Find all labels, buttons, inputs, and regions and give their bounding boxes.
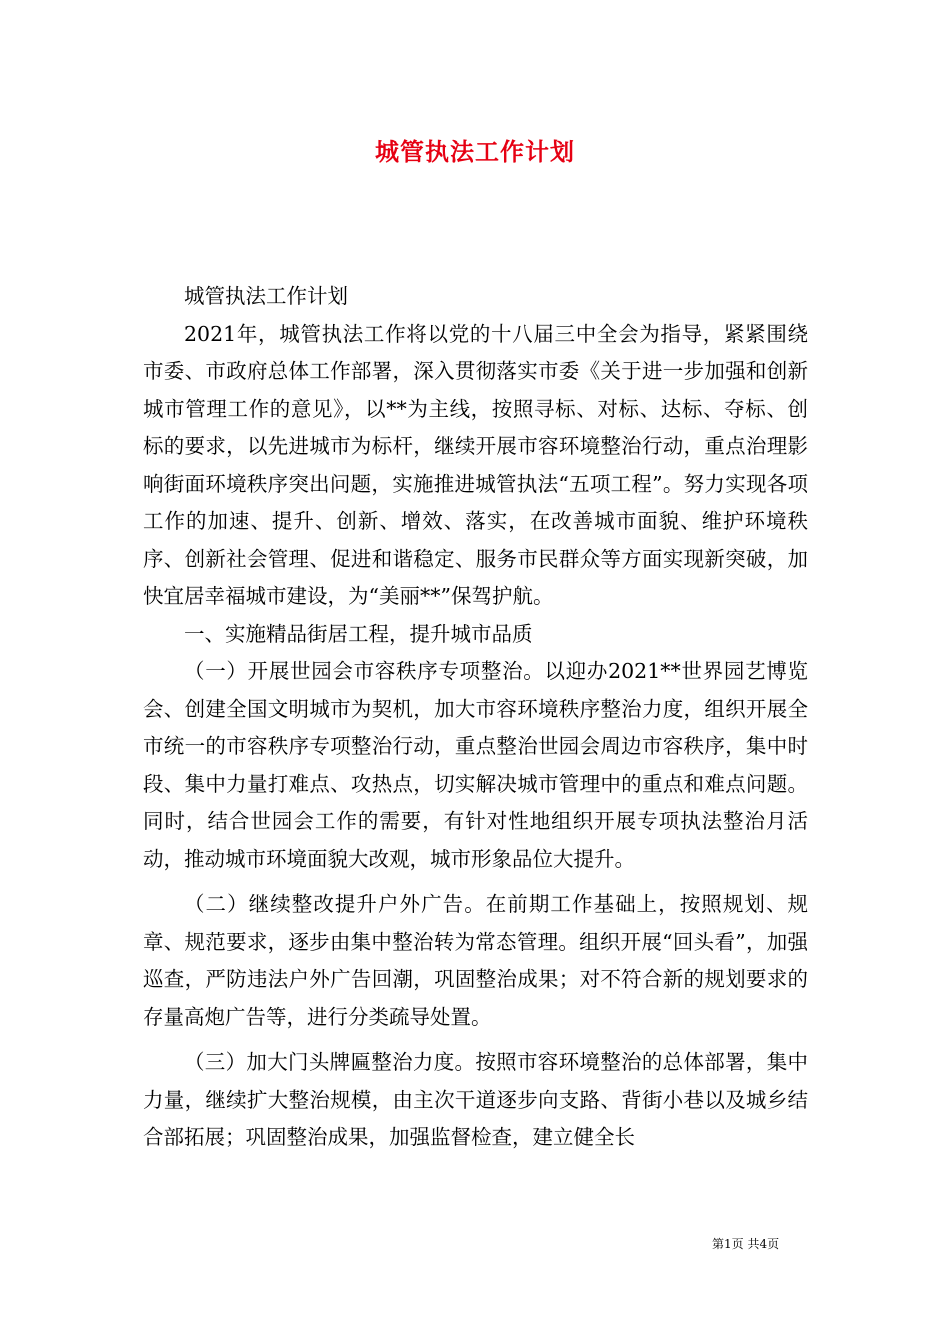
body-heading: 城管执法工作计划	[184, 284, 348, 308]
document-body	[143, 278, 808, 1157]
paragraph-item-3: （三）加大门头牌匾整治力度。按照市容环境整治的总体部署，集中力量，继续扩大整治规模，由主次干道逐步向支路、背街小巷以及城乡结合部拓展；巩固整治成果，加强监督检查，建立健全长	[143, 1050, 808, 1149]
document-title: 城管执法工作计划	[375, 137, 575, 166]
page-number-footer: 第1页 共4页	[712, 1237, 780, 1251]
paragraph-item-1: （一）开展世园会市容秩序专项整治。以迎办2021**世界园艺博览会、创建全国文明城市为契机，加大市容环境秩序整治力度，组织开展全市统一的市容秩序专项整治行动，重点整治世园会周边市容秩序，集中时段、集中力量打难点、攻热点，切实解决城市管理中的重点和难点问题。同时，结合世园会工作的需要，有针对性地组织开展专项执法整治月活动，推动城市环境面貌大改观，城市形象品位大提升。	[143, 659, 808, 871]
paragraph-intro: 2021年，城管执法工作将以党的十八届三中全会为指导，紧紧围绕市委、市政府总体工作部署，深入贯彻落实市委《关于进一步加强和创新城市管理工作的意见》，以**为主线，按照寻标、对标、达标、夺标、创标的要求，以先进城市为标杆，继续开展市容环境整治行动，重点治理影响街面环境秩序突出问题，实施推进城管执法“五项工程”。努力实现各项工作的加速、提升、创新、增效、落实，在改善城市面貌、维护环境秩序、创新社会管理、促进和谐稳定、服务市民群众等方面实现新突破，加快宜居幸福城市建设，为“美丽**”保驾护航。	[143, 321, 808, 608]
paragraph-item-2: （二）继续整改提升户外广告。在前期工作基础上，按照规划、规章、规范要求，逐步由集中整治转为常态管理。组织开展“回头看”，加强巡查，严防违法户外广告回潮，巩固整治成果；对不符合新的规划要求的存量高炮广告等，进行分类疏导处置。	[143, 892, 808, 1029]
section-heading-1: 一、实施精品街居工程，提升城市品质	[184, 621, 533, 646]
